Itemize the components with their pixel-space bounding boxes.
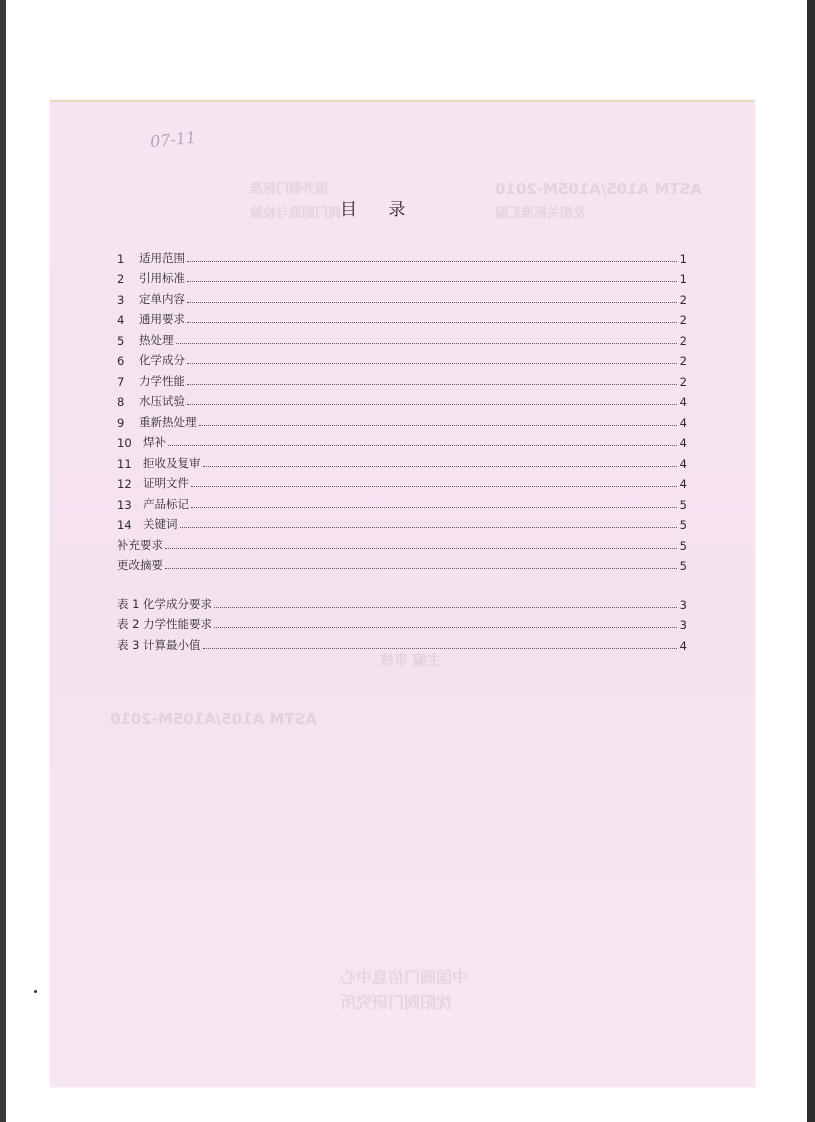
toc-entry[interactable] — [117, 471, 687, 492]
toc-entry-label: 产品标记 — [143, 496, 189, 511]
show-through-text: 沈阳阀门研究所 — [340, 993, 453, 1012]
dot-leader — [168, 444, 677, 446]
toc-entry-number: 5 — [117, 333, 125, 348]
toc-entry-page-number: 2 — [679, 374, 687, 389]
toc-entry-label: 拒收及复审 — [143, 455, 201, 470]
toc-entry-label: 通用要求 — [139, 312, 185, 326]
page-title: 目 录 — [340, 200, 406, 220]
table-entry-label: 力学性能要求 — [143, 617, 212, 631]
toc-entry-number: 2 — [117, 272, 125, 286]
toc-entry-number: 8 — [117, 395, 125, 409]
toc-entry-label: 引用标准 — [139, 271, 185, 285]
table-entry-page-number: 3 — [679, 597, 687, 612]
toc-entry-label: 适用范围 — [139, 250, 185, 265]
scan-speck — [34, 990, 37, 993]
table-entry-number: 表 1 — [117, 596, 140, 611]
toc-entry[interactable] — [117, 450, 687, 471]
toc-entry-number: 14 — [117, 518, 132, 532]
toc-entry-label: 热处理 — [139, 332, 174, 347]
toc-entry-label: 证明文件 — [143, 476, 189, 490]
handwritten-note: 07-11 — [149, 127, 197, 152]
dot-leader — [165, 547, 677, 549]
scan-edge-left — [0, 0, 6, 1122]
toc-entry[interactable] — [117, 286, 687, 307]
dot-leader — [199, 424, 678, 426]
toc-entry-label: 化学成分 — [139, 353, 185, 367]
toc-entry-page-number: 4 — [679, 436, 687, 450]
show-through-text: 及相关标准汇编 — [495, 206, 587, 221]
table-list — [117, 591, 687, 653]
dot-leader — [187, 383, 677, 385]
toc-entry-page-number: 1 — [679, 251, 687, 266]
dot-leader — [203, 647, 678, 649]
toc-entry-label: 补充要求 — [117, 537, 163, 552]
toc-entry-page-number: 5 — [679, 538, 687, 553]
dot-leader — [191, 506, 677, 508]
toc-entry-label: 定单内容 — [139, 291, 185, 306]
toc-entry-page-number: 5 — [679, 518, 687, 532]
dot-leader — [187, 362, 677, 364]
toc-entry-page-number: 1 — [679, 272, 687, 286]
dot-leader — [187, 260, 677, 262]
toc-entry-page-number: 2 — [679, 354, 687, 368]
table-entry-page-number: 3 — [679, 618, 687, 632]
toc-entry[interactable] — [117, 368, 687, 389]
toc-entry[interactable] — [117, 245, 687, 266]
toc-entry[interactable] — [117, 430, 687, 451]
toc-entry-label: 重新热处理 — [139, 414, 197, 429]
toc-entry-number: 7 — [117, 374, 125, 389]
toc-entry[interactable] — [117, 491, 687, 512]
toc-entry-number: 6 — [117, 354, 125, 368]
toc-entry-page-number: 4 — [679, 477, 687, 491]
toc-entry-page-number: 4 — [679, 415, 687, 430]
toc-entry-page-number: 5 — [679, 497, 687, 512]
table-entry-number: 表 3 — [117, 637, 140, 652]
table-entry-label: 计算最小值 — [143, 637, 201, 652]
toc-entries — [117, 245, 687, 573]
table-of-contents — [117, 245, 687, 653]
toc-entry-label: 水压试验 — [139, 394, 185, 408]
toc-gap — [117, 573, 687, 591]
toc-entry-number: 3 — [117, 292, 125, 307]
dot-leader — [214, 606, 677, 608]
table-entry[interactable] — [117, 612, 687, 633]
toc-entry[interactable] — [117, 512, 687, 533]
table-entry-label: 化学成分要求 — [143, 596, 212, 611]
toc-entry-number: 1 — [117, 251, 125, 266]
show-through-text: ASTM A105/A105M-2010 — [110, 710, 318, 728]
scan-edge-right — [807, 0, 815, 1122]
toc-entry[interactable] — [117, 409, 687, 430]
toc-entry-page-number: 4 — [679, 395, 687, 409]
toc-entry-number: 12 — [117, 477, 132, 491]
dot-leader — [176, 342, 678, 344]
dot-leader — [191, 485, 677, 487]
toc-entry-page-number: 5 — [679, 559, 687, 573]
dot-leader — [187, 403, 677, 405]
toc-entry-label: 焊补 — [143, 435, 166, 449]
dot-leader — [214, 626, 677, 628]
table-entry-page-number: 4 — [679, 638, 687, 653]
toc-entry-number: 10 — [117, 436, 132, 450]
toc-entry[interactable] — [117, 532, 687, 553]
toc-entry-page-number: 2 — [679, 313, 687, 327]
dot-leader — [187, 301, 677, 303]
toc-entry-page-number: 4 — [679, 456, 687, 471]
toc-entry-page-number: 2 — [679, 292, 687, 307]
dot-leader — [165, 567, 677, 569]
toc-entry[interactable] — [117, 553, 687, 574]
dot-leader — [180, 526, 678, 528]
show-through-text: 阀门制造与检验 — [250, 206, 342, 221]
toc-entry[interactable] — [117, 327, 687, 348]
toc-entry[interactable] — [117, 307, 687, 328]
toc-entry-page-number: 2 — [679, 333, 687, 348]
toc-entry-label: 关键词 — [143, 517, 178, 531]
table-entry-number: 表 2 — [117, 617, 140, 631]
toc-entry[interactable] — [117, 348, 687, 369]
toc-entry-label: 更改摘要 — [117, 558, 163, 572]
toc-entry-number: 9 — [117, 415, 125, 430]
toc-entry-label: 力学性能 — [139, 373, 185, 388]
show-through-text: ASTM A105/A105M-2010 — [495, 180, 703, 198]
toc-entry[interactable] — [117, 266, 687, 287]
dot-leader — [187, 280, 677, 282]
dot-leader — [187, 321, 677, 323]
table-entry[interactable] — [117, 591, 687, 612]
table-entry[interactable] — [117, 632, 687, 653]
show-through-text: 中国阀门信息中心 — [340, 968, 469, 987]
toc-entry-number: 11 — [117, 456, 132, 471]
show-through-text: 主编 审核 — [380, 653, 441, 669]
show-through-text: 国外钢门标准 — [250, 182, 329, 197]
toc-entry-number: 13 — [117, 497, 132, 512]
toc-entry[interactable] — [117, 389, 687, 410]
dot-leader — [203, 465, 678, 467]
toc-entry-number: 4 — [117, 313, 125, 327]
